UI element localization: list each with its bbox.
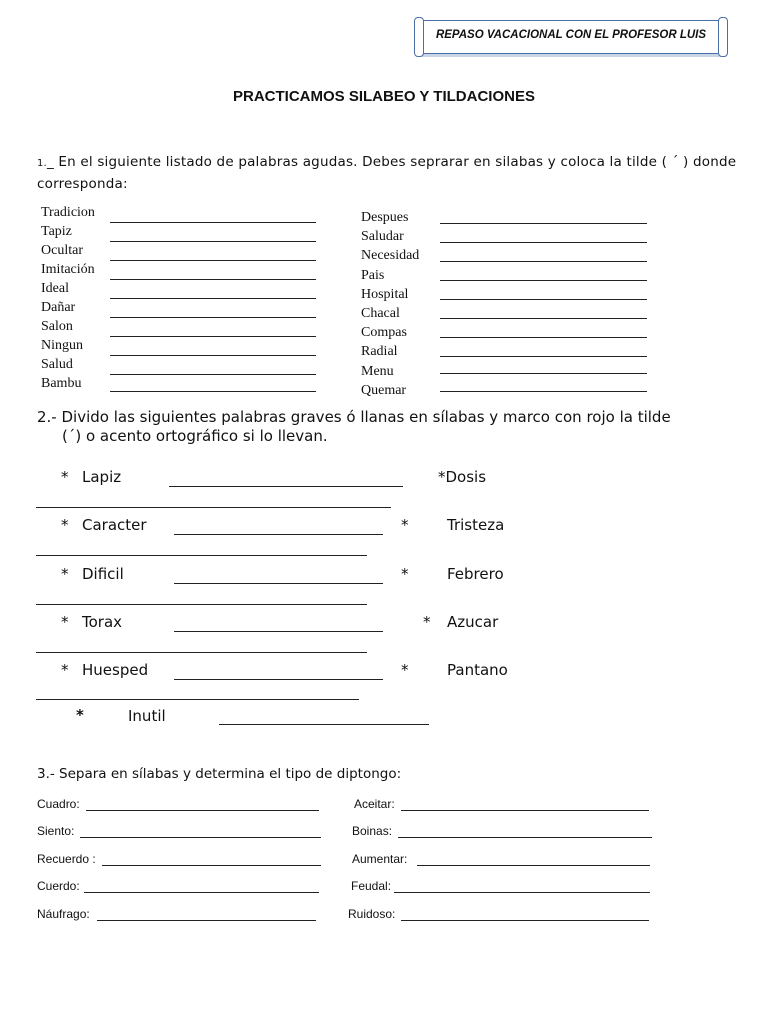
bullet: * [61,468,69,486]
bullet: * [61,661,69,679]
left-word: Ideal [41,281,69,296]
section2-line1: 2.- Divido las siguientes palabras graves ó llanas en sílabas y marco con rojo la tilde [37,408,671,426]
left-word: Tapiz [41,224,72,239]
answer-line[interactable] [110,222,316,223]
word: Caracter [82,516,147,534]
section2-instructions [37,408,737,446]
left-word: Dañar [41,300,76,315]
left-word: Ningun [41,338,83,353]
answer-line[interactable] [440,356,647,357]
answer-line[interactable] [394,892,650,893]
answer-line[interactable] [440,318,647,319]
left-word: Salud [41,357,73,372]
left-word: Tradicion [41,205,95,220]
answer-line[interactable] [398,837,652,838]
word-label: Náufrago: [37,907,90,921]
answer-line[interactable] [110,355,316,356]
word-label: Aumentar: [352,852,408,866]
word-label: Ruidoso: [348,907,396,921]
right-word: Quemar [361,383,407,398]
answer-line[interactable] [84,892,319,893]
title-banner [418,20,724,54]
left-word: Imitación [41,262,95,277]
right-word: Compas [361,325,407,340]
bullet: * [401,661,409,679]
answer-line[interactable] [174,679,383,680]
banner-text: REPASO VACACIONAL CON EL PROFESOR LUIS [435,29,707,41]
word: Febrero [447,565,504,583]
answer-line[interactable] [174,534,383,535]
answer-line[interactable] [110,241,316,242]
bullet: * [423,613,431,631]
right-word: Chacal [361,306,400,321]
left-word: Salon [41,319,73,334]
word-label: Feudal: [351,879,392,893]
answer-line[interactable] [36,699,359,700]
section1-number: 1. [37,158,47,169]
answer-line[interactable] [219,724,429,725]
right-word: Radial [361,344,398,359]
section3-heading: 3.- Separa en sílabas y determina el tipo de diptongo: [37,766,402,782]
section1-instructions [37,152,737,194]
answer-line[interactable] [169,486,403,487]
word: Azucar [447,613,499,631]
word: Lapiz [82,468,122,486]
word-label: Cuerdo: [37,879,80,893]
bullet: * [401,565,409,583]
answer-line[interactable] [440,242,647,243]
answer-line[interactable] [97,920,316,921]
answer-line[interactable] [110,260,316,261]
word: *Dosis [438,468,487,486]
word: Huesped [82,661,149,679]
answer-line[interactable] [36,604,367,605]
word-label: Recuerdo : [37,852,96,866]
answer-line[interactable] [440,391,647,392]
answer-line[interactable] [36,507,391,508]
answer-line[interactable] [174,583,383,584]
answer-line[interactable] [440,337,647,338]
answer-line[interactable] [110,298,316,299]
answer-line[interactable] [110,391,316,392]
answer-line[interactable] [440,280,647,281]
answer-line[interactable] [102,865,321,866]
answer-line[interactable] [110,279,316,280]
word-label: Cuadro: [37,797,80,811]
word-label: Boinas: [352,824,393,838]
word: Tristeza [447,516,505,534]
answer-line[interactable] [36,555,367,556]
right-word: Menu [361,364,394,379]
word: Dificil [82,565,124,583]
answer-line[interactable] [440,223,647,224]
answer-line[interactable] [86,810,319,811]
left-word: Bambu [41,376,82,391]
word-label: Aceitar: [354,797,395,811]
answer-line[interactable] [417,865,650,866]
answer-line[interactable] [401,920,649,921]
section1-text: _ En el siguiente listado de palabras agudas. Debes seprarar en silabas y coloca la tilde ( ´ ) donde corresponda: [37,154,737,192]
answer-line[interactable] [36,652,367,653]
section2-line2: (´) o acento ortográfico si lo llevan. [62,427,328,445]
answer-line[interactable] [110,374,316,375]
answer-line[interactable] [440,373,647,374]
bullet: * [61,565,69,583]
right-word: Pais [361,268,385,283]
right-word: Saludar [361,229,404,244]
bullet: * [401,516,409,534]
bullet: * [61,613,69,631]
right-word: Despues [361,210,409,225]
word: Inutil [128,707,166,725]
bullet: * [76,706,84,724]
word: Pantano [447,661,508,679]
right-word: Hospital [361,287,409,302]
answer-line[interactable] [110,317,316,318]
answer-line[interactable] [110,336,316,337]
word: Torax [82,613,123,631]
answer-line[interactable] [80,837,321,838]
bullet: * [61,516,69,534]
answer-line[interactable] [440,299,647,300]
left-word: Ocultar [41,243,83,258]
page-title: PRACTICAMOS SILABEO Y TILDACIONES [233,88,535,105]
answer-line[interactable] [440,261,647,262]
right-word: Necesidad [361,248,420,263]
word-label: Siento: [37,824,75,838]
answer-line[interactable] [401,810,649,811]
answer-line[interactable] [174,631,383,632]
